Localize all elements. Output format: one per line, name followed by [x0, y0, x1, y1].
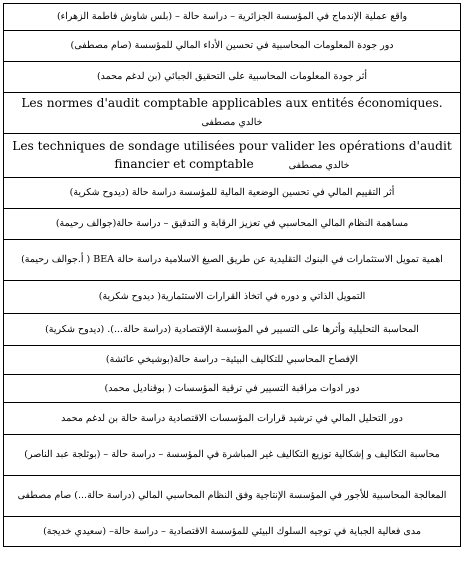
table-row — [4, 281, 460, 314]
row-text: التمويل الذاتي و دوره في اتخاذ القرارات الاستثمارية( ديدوح شكرية) — [98, 291, 366, 303]
row-text: اهمية تمويل الاستثمارات في البنوك التقليدية عن طريق الصيغ الاسلامية دراسة حالة BEA ( أ.جوالف رحيمة) — [21, 254, 443, 266]
table-row — [4, 314, 460, 346]
row-text: محاسبة التكاليف و إشكالية توزيع التكاليف غير المباشرة في المؤسسة – دراسة حالة – (بوثلجة عبد الناصر) — [24, 449, 440, 461]
row-text: أثر التقييم المالي في تحسين الوضعية المالية للمؤسسة دراسة حالة (ديدوح شكرية) — [69, 187, 395, 199]
row-text: المحاسبة التحليلية وأثرها على التسيير في المؤسسة الإقتصادية (دراسة حالة...). (ديدوح شكرية) — [45, 323, 419, 335]
table-row — [4, 31, 460, 62]
row-text: Les normes d'audit comptable applicables aux entités économiques. — [21, 96, 443, 111]
row-text: مساهمة النظام المالي المحاسبي في تعزيز الرقابة و التدقيق – دراسة حالة(جوالف رحيمة) — [55, 218, 409, 230]
table-row — [4, 209, 460, 240]
table-row — [4, 93, 460, 134]
row-text-continued: financier et comptable — [114, 156, 254, 171]
table-row — [4, 4, 460, 31]
table-row — [4, 403, 460, 435]
row-text: واقع عملية الإندماج في المؤسسة الجزائرية – دراسة حالة – (بلس شاوش فاطمة الزهراء) — [56, 11, 408, 23]
row-text: دور ادوات مراقبة التسيير في ترقية المؤسسات ( بوقناديل محمد) — [104, 382, 360, 394]
table-row — [4, 375, 460, 403]
table-row — [4, 178, 460, 209]
research-topics-table — [3, 3, 461, 547]
row-text: أثر جودة المعلومات المحاسبية على التحقيق الجبائي (بن لدغم محمد) — [96, 71, 368, 83]
row-author: خالدي مصطفى — [201, 117, 263, 128]
table-row — [4, 134, 460, 178]
row-text: مدى فعالية الجباية في توجيه السلوك البيئي للمؤسسة الاقتصادية – دراسة حالة– (سعيدي خديجة) — [43, 525, 421, 537]
table-row — [4, 435, 460, 476]
table-row — [4, 240, 460, 281]
row-text: Les techniques de sondage utilisées pour valider les opérations d'audit — [12, 138, 452, 153]
row-text: المعالجة المحاسبية للأجور في المؤسسة الإنتاجية وفق النظام المحاسبي المالي (دراسة حالة...) صام مصطفى — [17, 490, 447, 502]
table-row — [4, 346, 460, 375]
table-row — [4, 476, 460, 517]
row-text: دور جودة المعلومات المحاسبية في تحسين الأداء المالي للمؤسسة (صام مصطفى) — [70, 40, 394, 52]
row-author: خالدي مصطفى — [288, 159, 350, 171]
row-text: الإفصاح المحاسبي للتكاليف البيئية– دراسة حالة(بوشيخي عائشة) — [105, 354, 359, 366]
table-row — [4, 62, 460, 93]
row-text: دور التحليل المالي في ترشيد قرارات المؤسسات الاقتصادية دراسة حالة بن لدغم محمد — [61, 412, 403, 424]
table-row — [4, 517, 460, 547]
